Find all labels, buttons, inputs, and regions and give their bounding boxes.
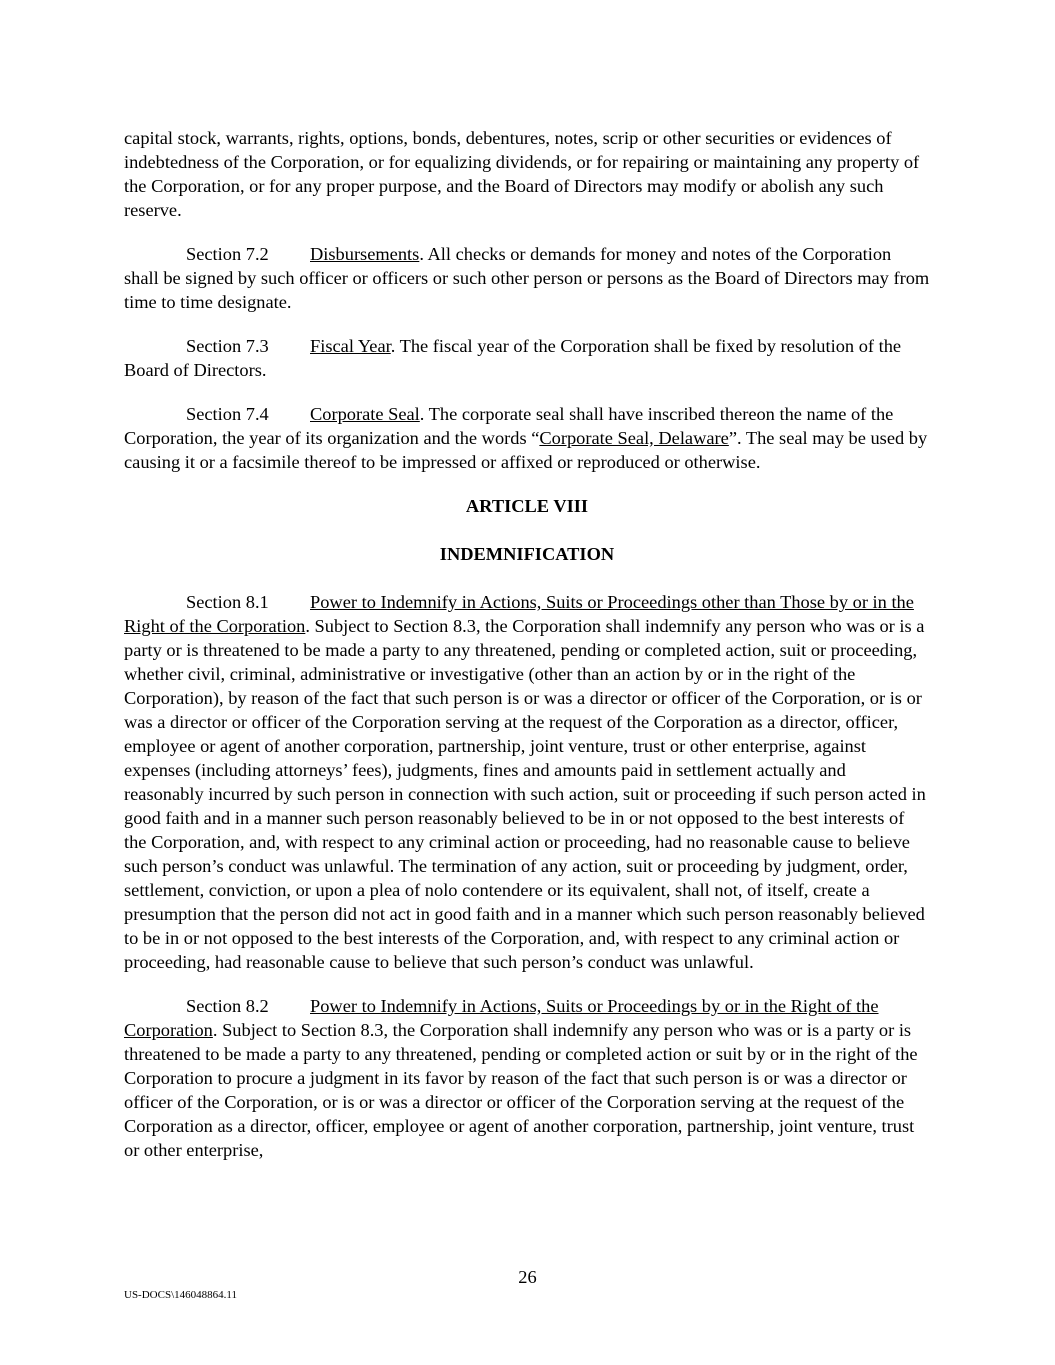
continuation-paragraph (124, 126, 930, 222)
section-7-3-title: Fiscal Year (310, 336, 391, 356)
section-7-4-number: Section 7.4 (186, 404, 269, 424)
section-7-4-title: Corporate Seal (310, 404, 420, 424)
article-title-heading: INDEMNIFICATION (439, 544, 615, 564)
page-number: 26 (518, 1267, 537, 1287)
section-8-1-number: Section 8.1 (186, 592, 269, 612)
article-number-heading: ARTICLE VIII (465, 496, 589, 516)
section-8-2-number: Section 8.2 (186, 996, 269, 1016)
section-8-2-text: . Subject to Section 8.3, the Corporation shall indemnify any person who was or is a party or is threatened to be made a party to any threatened, pending or completed action or suit by or in the right of the Corporation to procure a judgment in its favor by reason of the fact that such person is or was a director or officer of the Corporation, or is or was a director or officer of the Corporation serving at the request of the Corporation as a director, officer, employee or agent of another corporation, partnership, joint venture, trust or other enterprise, (124, 1020, 918, 1160)
section-7-4-seal-words: Corporate Seal, Delaware (539, 428, 729, 448)
section-7-3-paragraph (124, 334, 930, 382)
section-7-2-title: Disbursements (310, 244, 420, 264)
section-7-4-paragraph (124, 402, 930, 474)
section-8-1-paragraph (124, 590, 930, 974)
section-8-2-paragraph (124, 994, 930, 1162)
document-body (124, 126, 930, 1182)
section-8-1-title: Power to Indemnify in Actions, Suits or Proceedings other than Those by or in the Right of the Corporation (124, 592, 914, 636)
section-8-1-text: . Subject to Section 8.3, the Corporation shall indemnify any person who was or is a party or is threatened to be made a party to any threatened, pending or completed action, suit or proceeding, whether civil, criminal, administrative or investigative (other than an action by or in the right of the Corporation), by reason of the fact that such person is or was a director or officer of the Corporation, or is or was a director or officer of the Corporation serving at the request of the Corporation as a director, officer, employee or agent of another corporation, partnership, joint venture, trust or other enterprise, against expenses (including attorneys’ fees), judgments, fines and amounts paid in settlement actually and reasonably incurred by such person in connection with such action, suit or proceeding if such person acted in good faith and in a manner such person reasonably believed to be in or not opposed to the best interests of the Corporation, and, with respect to any criminal action or proceeding, had no reasonable cause to believe such person’s conduct was unlawful. The termination of any action, suit or proceeding by judgment, order, settlement, conviction, or upon a plea of nolo contendere or its equivalent, shall not, of itself, create a presumption that the person did not act in good faith and in a manner which such person reasonably believed to be in or not opposed to the best interests of the Corporation, and, with respect to any criminal action or proceeding, had reasonable cause to believe that such person’s conduct was unlawful. (124, 616, 926, 972)
section-8-2-title: Power to Indemnify in Actions, Suits or Proceedings by or in the Right of the Corporation (124, 996, 879, 1040)
section-7-3-text: . The fiscal year of the Corporation shall be fixed by resolution of the Board of Directors. (124, 336, 902, 380)
section-7-2-text: . All checks or demands for money and notes of the Corporation shall be signed by such officer or officers or such other person or persons as the Board of Directors may from time to time designate. (124, 244, 930, 312)
continuation-text: capital stock, warrants, rights, options, bonds, debentures, notes, scrip or other securities or evidences of indebtedness of the Corporation, or for equalizing dividends, or for repairing or maintaining any property of the Corporation, or for any proper purpose, and the Board of Directors may modify or abolish any such reserve. (124, 128, 920, 220)
section-7-4-text-a: . The corporate seal shall have inscribed thereon the name of the Corporation, the year of its organization and the words “ (124, 404, 894, 448)
section-7-2-paragraph (124, 242, 930, 314)
section-7-4-text-b: ”. The seal may be used by causing it or a facsimile thereof to be impressed or affixed or reproduced or otherwise. (124, 428, 928, 472)
section-7-2-number: Section 7.2 (186, 244, 269, 264)
document-id: US-DOCS\146048864.11 (124, 1289, 237, 1301)
section-7-3-number: Section 7.3 (186, 336, 269, 356)
